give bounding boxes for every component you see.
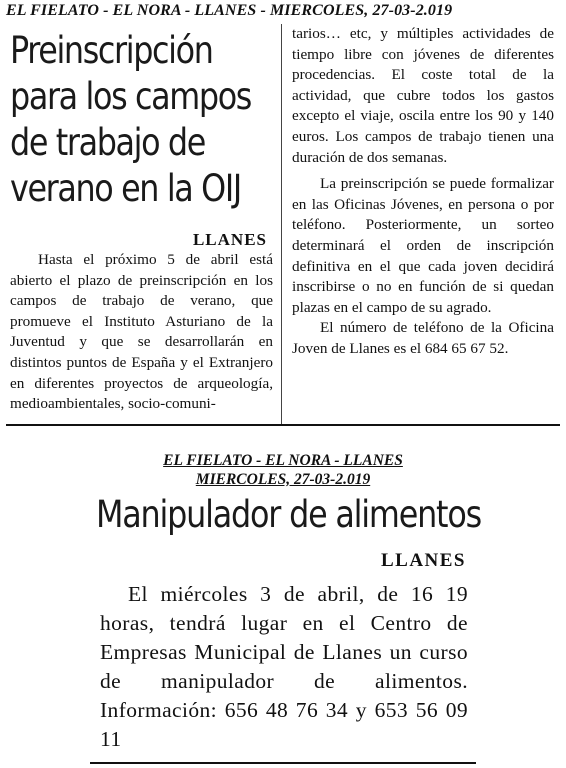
- article1-left-paragraph: Hasta el próximo 5 de abril está abierto el plazo de preinscripción en los campos de trabajo de verano, que promueve el Instituto Asturiano de la Juventud y que se desarrollarán en distintos puntos de España y el Extranjero en diferentes proyectos de arqueología, medioambientales, socio-comuni-: [10, 251, 273, 413]
- article1-header: EL FIELATO - EL NORA - LLANES - MIERCOLES, 27-03-2.019: [6, 2, 453, 19]
- headline-line: Preinscripción: [10, 29, 213, 72]
- article1-headline: [10, 28, 252, 212]
- headline-line: verano en la OIJ: [10, 167, 241, 210]
- article2-header-line-2: [0, 470, 566, 489]
- article2-paragraph: El miércoles 3 de abril, de 16 19 horas, tendrá lugar en el Centro de Empresas Municipal de Llanes un curso de manipulador de alimentos. Información: 656 48 76 34 y 653 56 09 11: [100, 582, 468, 751]
- article1-right-column: [292, 24, 554, 360]
- headline-line: para los campos: [10, 75, 252, 118]
- bottom-rule: [90, 762, 476, 764]
- headline-line: de trabajo de: [10, 121, 205, 164]
- column-divider: [281, 24, 282, 424]
- article1-right-paragraph-2: La preinscripción se puede formalizar en las Oficinas Jóvenes, en persona o por teléfono. Posteriormente, un sorteo determinará el orden de inscripción definitiva en el que cada joven decidirá inscribirse o no en función de si quedan plazas en el campo de su agrado.: [292, 175, 554, 316]
- article2-header-text-2: MIERCOLES, 27-03-2.019: [195, 471, 371, 488]
- article2-header-text-1: EL FIELATO - EL NORA - LLANES: [163, 452, 403, 469]
- article2-header-line-1: [0, 451, 566, 470]
- article-separator: [6, 424, 560, 426]
- article1-right-paragraph-3: El número de teléfono de la Oficina Joven de Llanes es el 684 65 67 52.: [292, 319, 554, 357]
- article2-headline: Manipulador de alimentos: [96, 493, 481, 536]
- article1-left-column: [10, 26, 273, 415]
- article2-location: LLANES: [380, 550, 466, 571]
- article1-location: LLANES: [192, 230, 267, 249]
- article1-right-paragraph-1: tarios… etc, y múltiples actividades de tiempo libre con jóvenes de diferentes procedencias. El coste total de la actividad, que cubre todos los gastos excepto el viaje, oscila entre los 90 y 140 euros. Los campos de trabajo tienen una duración de dos semanas.: [292, 25, 554, 166]
